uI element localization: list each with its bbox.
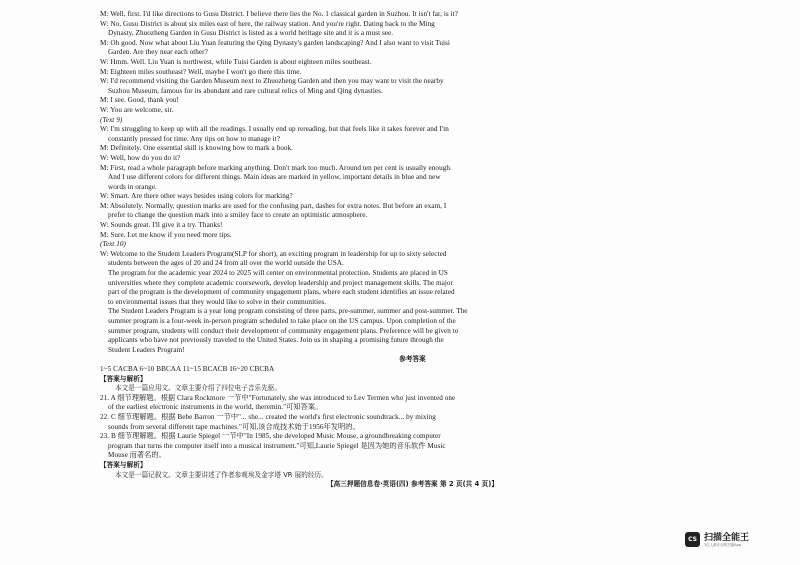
text-line: (Text 9) (100, 115, 123, 124)
text-line: 参考答案 (399, 355, 426, 364)
text-line: 【答案与解析】 (100, 460, 147, 469)
text-line: 【答案与解析】 (100, 374, 147, 383)
watermark-subtitle: 3亿人都在用的扫描App (704, 543, 742, 547)
text-line: students between the ages of 20 and 24 from all over the world outside the USA. (108, 259, 344, 268)
text-line: part of the program is the development of community engagement plans, where each student identifies an issue related (108, 288, 455, 297)
text-line: W: You are welcome, sir. (100, 105, 174, 114)
text-line: W: Hmm. Well. Liu Yuan is northwest, while Tuisi Garden is about eighteen miles southeast. (100, 57, 372, 66)
text-line: program that turns the computer itself into a musical instrument."可知,Laurie Spiegel 是因为她的音乐软件 Music (108, 441, 446, 450)
text-line: W: Well, how do you do it? (100, 153, 181, 162)
text-line: universities where they complete academic coursework, develop leadership and project management skills. The major (108, 278, 454, 287)
text-line: W: Smart. Are there other ways besides using colors for marking? (100, 192, 293, 201)
text-line: 22. C 细节理解题。根据 Bebe Barron 一节中"... she... created the world's first electronic soundtrack... by mixing (100, 412, 436, 421)
text-line: constantly pressed for time. Any tips on how to manage it? (108, 134, 280, 143)
page-footer: 【高三押题信息卷·英语(四) 参考答案 第 2 页(共 4 页)】 (326, 480, 499, 489)
text-line: Student Leaders Program! (108, 345, 185, 354)
document-body (100, 10, 725, 490)
text-line: The program for the academic year 2024 to 2025 will center on environmental protection. Students are placed in US (108, 269, 448, 278)
camscanner-watermark (685, 527, 785, 551)
text-line: M: Well, first. I'd like directions to Gusu District. I believe there lies the No. 1 classical garden in Suzhou. It isn't far, is it? (100, 10, 458, 18)
text-line: W: I'd recommend visiting the Garden Museum next to Zhuozheng Garden and then you may want to visit the nearby (100, 77, 444, 86)
text-line: summer program, students will conduct their development of community engagement plans. Preference will be given to (108, 326, 459, 335)
text-line: W: No, Gusu District is about six miles east of here, the railway station. And you're right. Dating back to the Ming (100, 19, 435, 28)
text-line: W: I'm struggling to keep up with all the readings. I usually end up rereading, but that feels like it takes forever and I'm (100, 125, 449, 134)
text-line: 本文是一篇记叙文。文章主要讲述了作者参观埃及金字塔 VR 展的经历。 (115, 470, 328, 479)
text-line: M: I see. Good, thank you! (100, 96, 179, 105)
text-line: The Student Leaders Program is a year long program consisting of three parts, pre-summer, summer and post-summer. The (108, 307, 468, 316)
text-line: Suzhou Museum, famous for its abundant and rare cultural relics of Ming and Qing dynasties. (108, 86, 383, 95)
text-line: 1~5 CACBA 6~10 BBCAA 11~15 BCACB 16~20 CBCBA (100, 364, 275, 373)
text-line: prefer to change the question mark into a smiley face to create an optimistic atmosphere. (108, 211, 368, 220)
text-line: M: Sure. Let me know if you need more tips. (100, 230, 232, 239)
text-line: (Text 10) (100, 240, 126, 249)
text-line: And I use different colors for different things. Main ideas are marked in yellow, important details in blue and new (108, 173, 441, 182)
text-line: W: Welcome to the Student Leaders Program(SLP for short), an exciting program in leadership for up to sixty selected (100, 249, 447, 258)
text-line: words in orange. (108, 182, 157, 191)
text-line: Mouse 而著名的。 (108, 451, 166, 460)
text-line: summer program is a four-week in-person program scheduled to take place on the US campus. Upon completion of the (108, 317, 456, 325)
camscanner-logo-icon: CS (685, 532, 700, 547)
text-line: sounds from several different tape machines."可知,该合成技术始于1956年发明的。 (108, 422, 360, 431)
text-line: Dynasty, Zhuozheng Garden in Gusu District is listed as a world heritage site and it is a must see. (108, 29, 394, 38)
text-line: 本文是一篇应用文。文章主要介绍了四位电子音乐先驱。 (115, 384, 282, 393)
text-line: Garden. Are they near each other? (108, 48, 208, 57)
text-line: M: Oh good. Now what about Liu Yuan featuring the Qing Dynasty's garden landscaping? And I also want to visit Tuisi (100, 38, 450, 47)
text-line: of the earliest electronic instruments in the world, theremin."可知答案。 (108, 403, 323, 412)
text-line: to environmental issues that they would like to solve in their communities. (108, 297, 327, 306)
text-line: M: Definitely. One essential skill is knowing how to mark a book. (100, 144, 294, 153)
watermark-title: 扫描全能王 (704, 533, 750, 543)
text-line: 21. A 细节理解题。根据 Clara Rockmore 一节中"Fortunately, she was introduced to Lev Termen who just invented one (100, 393, 456, 402)
text-line: M: First, read a whole paragraph before marking anything. Don't mark too much. Around ten per cent is usually enough. (100, 163, 452, 172)
text-line: 23. B 细节理解题。根据 Laurie Spiegel 一节中"In 1985, she developed Music Mouse, a groundbreaking computer (100, 432, 441, 441)
text-line: applicants who have not previously traveled to the United States. Join us in shaping a promising future through the (108, 336, 444, 345)
text-line: M: Eighteen miles southeast? Well, maybe I won't go there this time. (100, 67, 302, 76)
text-line: W: Sounds great. I'll give it a try. Thanks! (100, 221, 223, 230)
text-line: M: Absolutely. Normally, question marks are used for the confusing part, dashes for extra notes. But before an exam, I (100, 201, 447, 210)
